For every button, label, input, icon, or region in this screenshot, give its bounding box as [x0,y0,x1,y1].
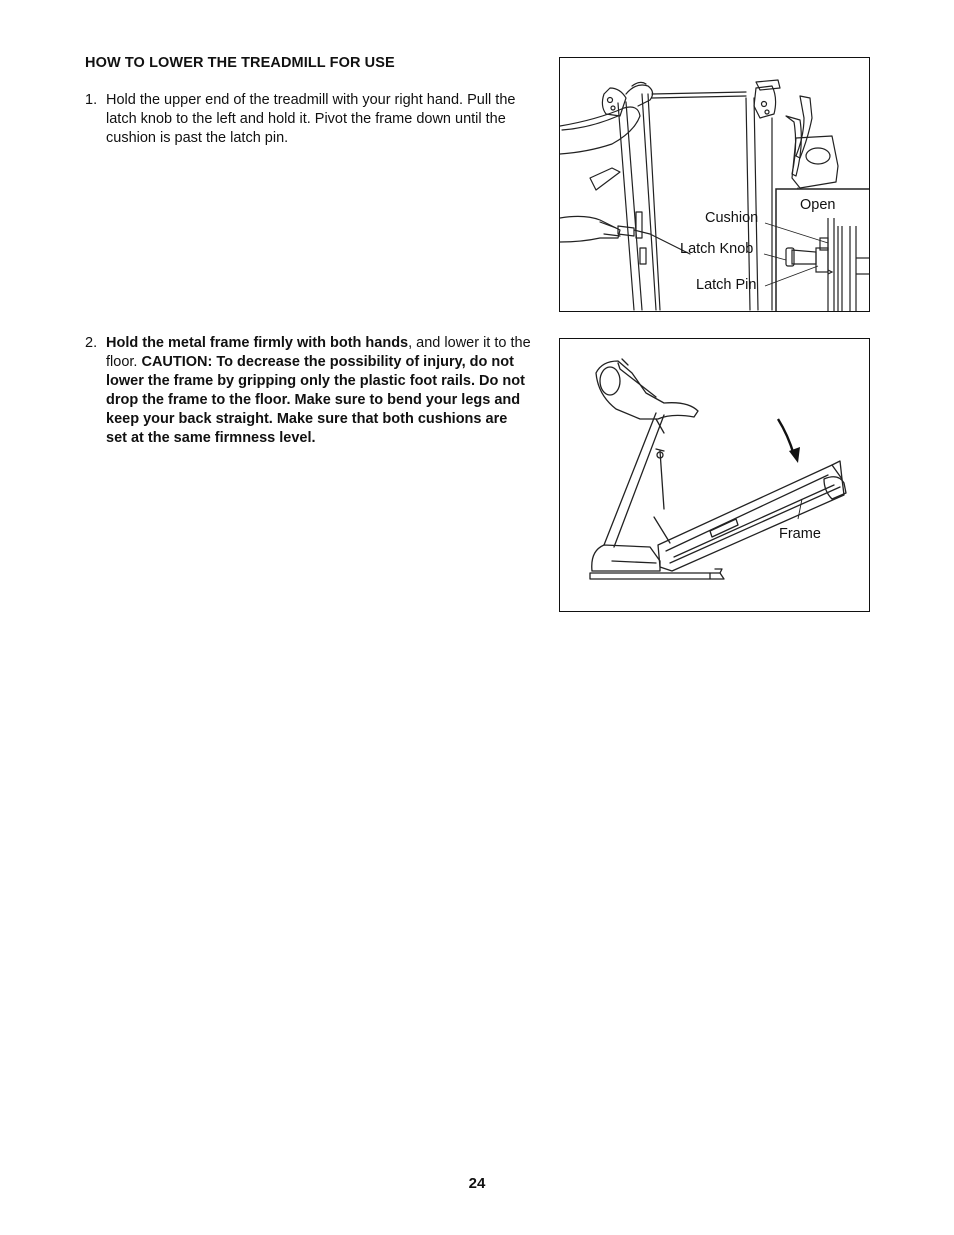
treadmill-upright-illustration [560,58,870,312]
section-heading: HOW TO LOWER THE TREADMILL FOR USE [85,55,395,71]
caution-text: CAUTION: To decrease the possibility of injury, do not lower the frame by gripping only the plastic foot rails. Do not drop the frame to the floor. Make sure to bend your legs and keep your back straight. Make sure that both cushions are set at the same firmness level. [106,354,525,446]
treadmill-lowering-illustration [560,339,870,612]
step-text-normal: , and lower it to the floor. [106,335,531,370]
step-2 [85,334,532,448]
inset-label-open: Open [800,197,836,213]
step-text: Hold the upper end of the treadmill with your right hand. Pull the latch knob to the left and hold it. Pivot the frame down until the cushion is past the latch pin. [106,92,516,146]
label-latch-pin: Latch Pin [696,277,757,293]
label-frame: Frame [779,526,821,542]
step-text [106,334,532,448]
step-number: 1. [85,92,98,108]
lowering-arrow [778,419,794,455]
figure-lower-frame [559,338,870,612]
label-latch-knob: Latch Knob [680,241,754,257]
figure-latch-release [559,57,870,312]
arrow-head-icon [789,447,800,463]
step-number: 2. [85,335,98,351]
step-1 [85,91,532,148]
label-cushion: Cushion [705,210,759,226]
step-bold-lead: Hold the metal frame firmly with both hands [106,335,409,351]
page-number: 24 [468,1175,486,1192]
